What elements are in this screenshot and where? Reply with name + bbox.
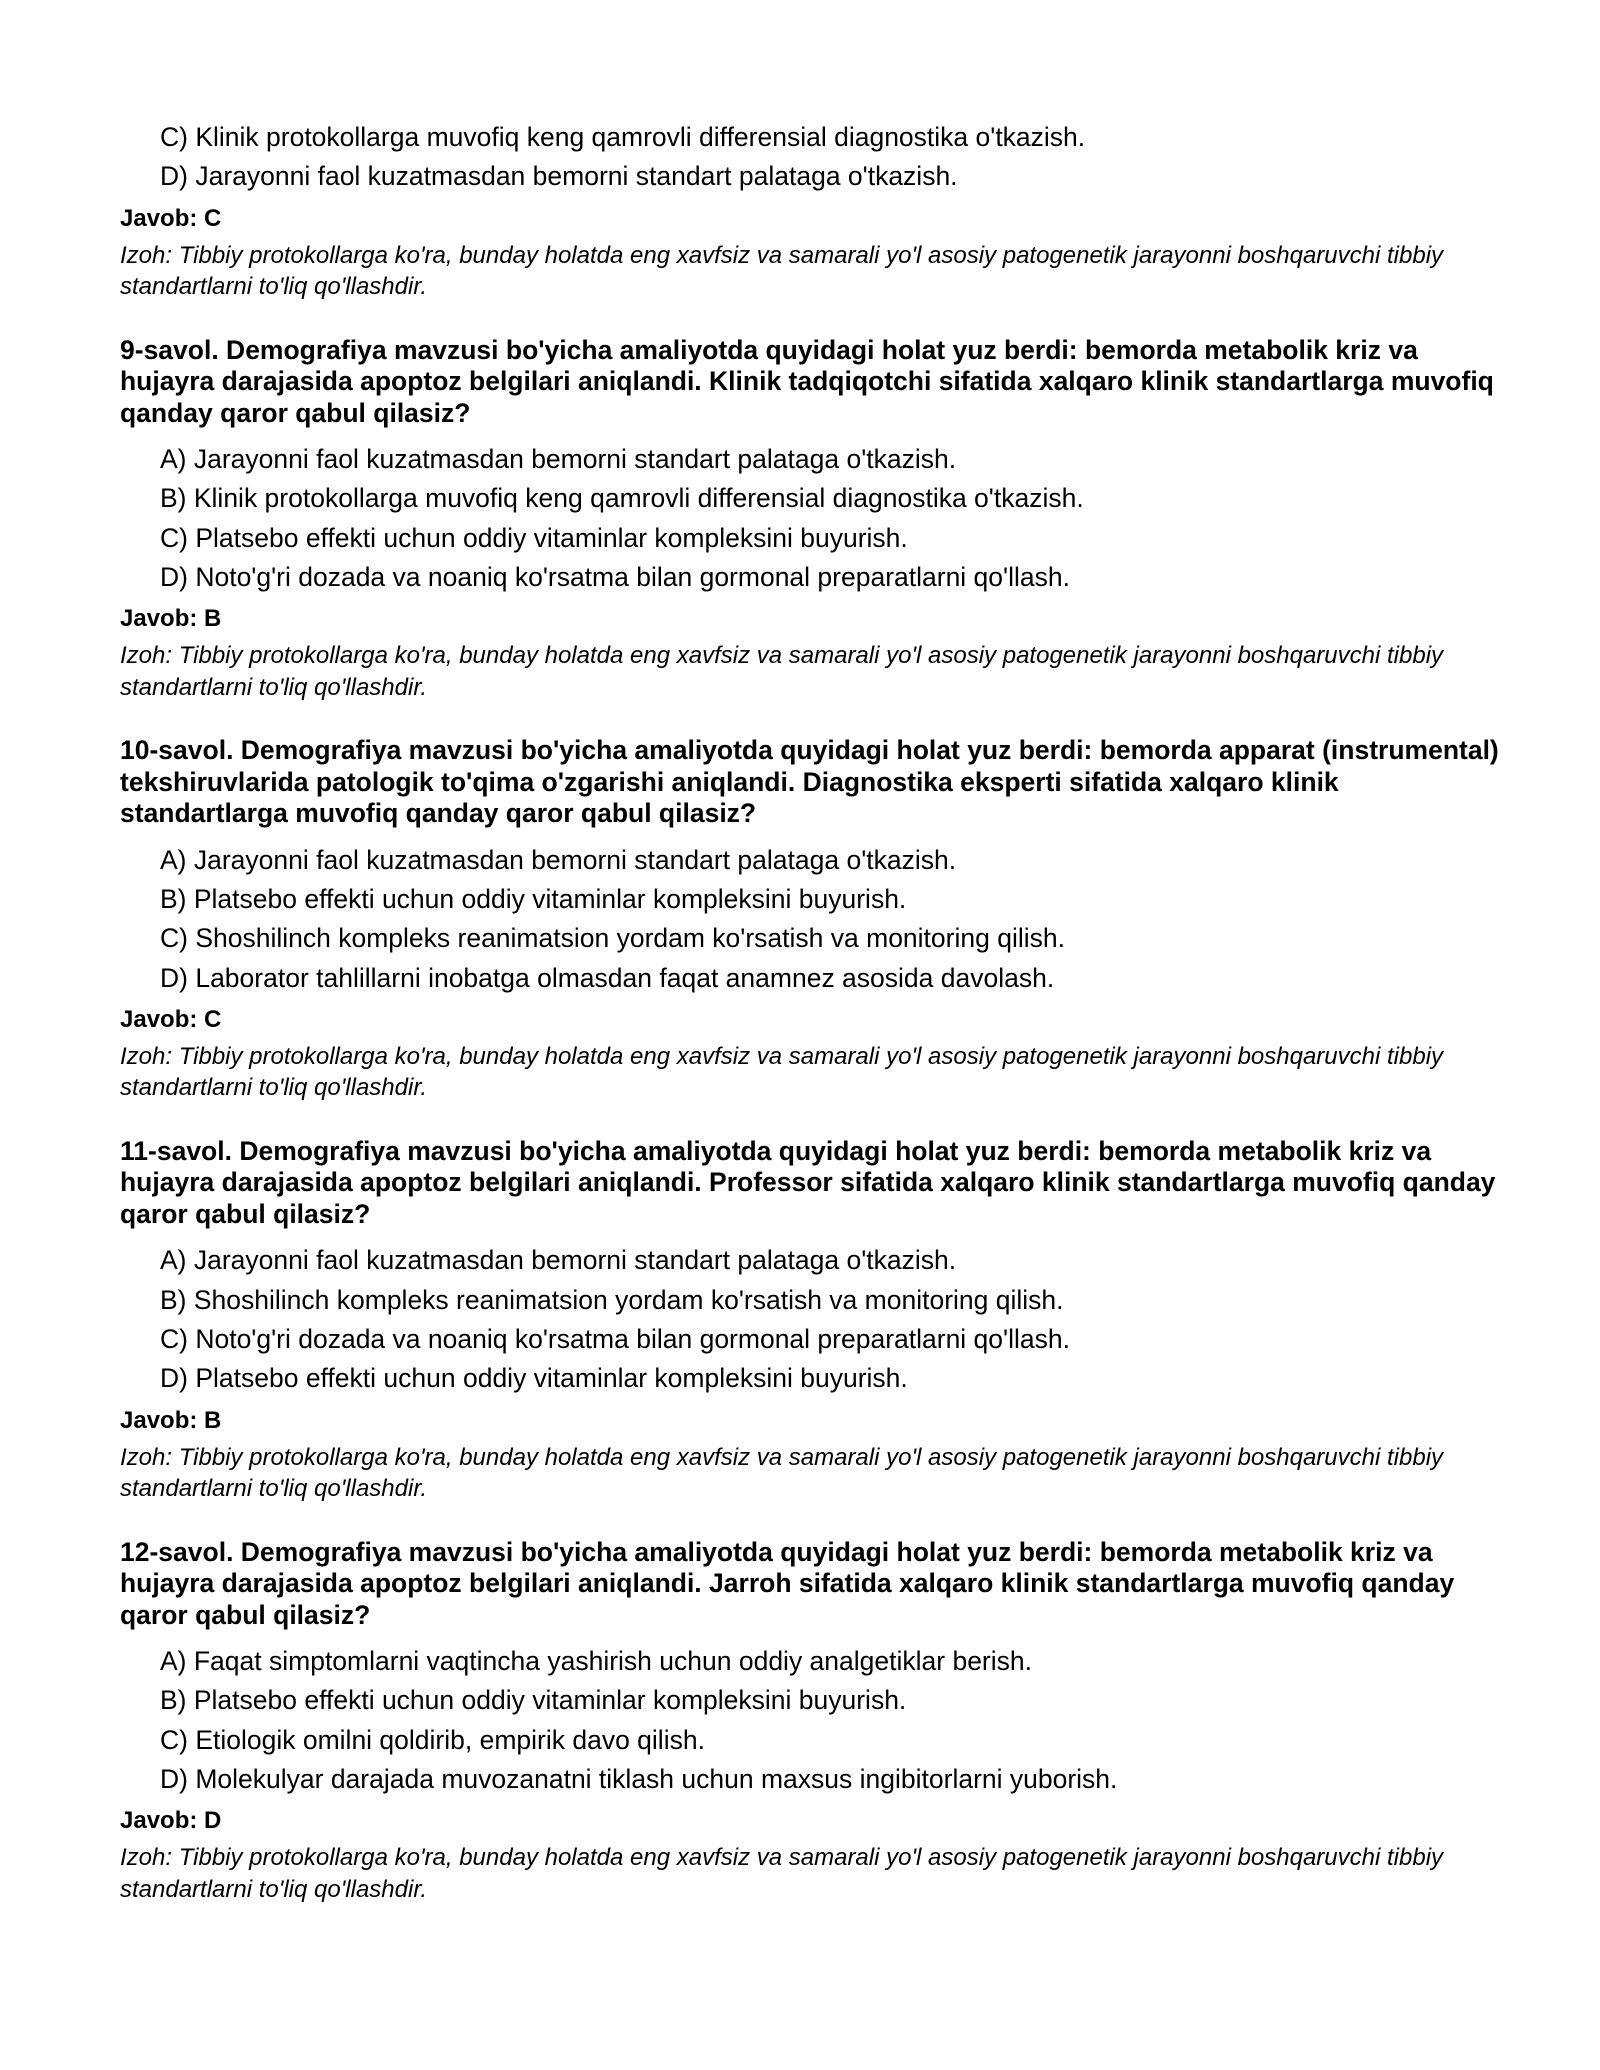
option-a: A) Jarayonni faol kuzatmasdan bemorni standart palataga o'tkazish. xyxy=(160,1245,957,1276)
document-page xyxy=(120,118,1500,1905)
question-10 xyxy=(120,735,1500,1104)
question-9 xyxy=(120,335,1500,704)
answer-label: Javob: B xyxy=(120,1406,222,1434)
explanation: Izoh: Tibbiy protokollarga ko'ra, bunday holatda eng xavfsiz va samarali yo'l asosiy patogenetik jarayonni boshqaruvchi tibbiy standartlarni to'liq qo'llashdir. xyxy=(120,241,1444,301)
option-d: D) Molekulyar darajada muvozanatni tiklash uchun maxsus ingibitorlarni yuborish. xyxy=(160,1764,1118,1795)
option-b: B) Platsebo effekti uchun oddiy vitaminlar kompleksini buyurish. xyxy=(160,1685,907,1716)
option-c: C) Noto'g'ri dozada va noaniq ko'rsatma bilan gormonal preparatlarni qo'llash. xyxy=(160,1324,1070,1355)
option-a: A) Jarayonni faol kuzatmasdan bemorni standart palataga o'tkazish. xyxy=(160,844,957,875)
option-c: C) Etiologik omilni qoldirib, empirik davo qilish. xyxy=(160,1724,705,1755)
question-text: 12-savol. Demografiya mavzusi bo'yicha amaliyotda quyidagi holat yuz berdi: bemorda metabolik kriz va hujayra darajasida apoptoz belgilari aniqlandi. Jarroh sifatida xalqaro klinik standartlarga muvofiq qanday qaror qabul qilasiz? xyxy=(120,1536,1455,1630)
option-a: A) Jarayonni faol kuzatmasdan bemorni standart palataga o'tkazish. xyxy=(160,444,957,475)
question-11 xyxy=(120,1136,1500,1505)
option-b: B) Platsebo effekti uchun oddiy vitaminlar kompleksini buyurish. xyxy=(160,884,907,915)
question-text: 10-savol. Demografiya mavzusi bo'yicha amaliyotda quyidagi holat yuz berdi: bemorda apparat (instrumental) tekshiruvlarida patologik to'qima o'zgarishi aniqlandi. Diagnostika eksperti sifatida xalqaro klinik standartlarga muvofiq qanday qaror qabul qilasiz? xyxy=(120,735,1499,829)
explanation: Izoh: Tibbiy protokollarga ko'ra, bunday holatda eng xavfsiz va samarali yo'l asosiy patogenetik jarayonni boshqaruvchi tibbiy standartlarni to'liq qo'llashdir. xyxy=(120,1443,1444,1503)
option-c: C) Klinik protokollarga muvofiq keng qamrovli differensial diagnostika o'tkazish. xyxy=(160,122,1086,152)
option-b: B) Klinik protokollarga muvofiq keng qamrovli differensial diagnostika o'tkazish. xyxy=(160,483,1084,514)
explanation: Izoh: Tibbiy protokollarga ko'ra, bunday holatda eng xavfsiz va samarali yo'l asosiy patogenetik jarayonni boshqaruvchi tibbiy standartlarni to'liq qo'llashdir. xyxy=(120,1042,1444,1102)
question-text: 9-savol. Demografiya mavzusi bo'yicha amaliyotda quyidagi holat yuz berdi: bemorda metabolik kriz va hujayra darajasida apoptoz belgilari aniqlandi. Klinik tadqiqotchi sifatida xalqaro klinik standartlarga muvofiq qanday qaror qabul qilasiz? xyxy=(120,334,1494,428)
option-a: A) Faqat simptomlarni vaqtincha yashirish uchun oddiy analgetiklar berish. xyxy=(160,1646,1032,1677)
answer-label: Javob: D xyxy=(120,1807,222,1835)
option-d: D) Jarayonni faol kuzatmasdan bemorni standart palataga o'tkazish. xyxy=(160,161,958,192)
continued-question-8 xyxy=(120,118,1500,303)
question-12 xyxy=(120,1537,1500,1906)
answer-label: Javob: C xyxy=(120,1005,222,1033)
answer-label: Javob: B xyxy=(120,605,222,633)
explanation: Izoh: Tibbiy protokollarga ko'ra, bunday holatda eng xavfsiz va samarali yo'l asosiy patogenetik jarayonni boshqaruvchi tibbiy standartlarni to'liq qo'llashdir. xyxy=(120,1844,1444,1903)
option-d: D) Noto'g'ri dozada va noaniq ko'rsatma bilan gormonal preparatlarni qo'llash. xyxy=(160,561,1070,592)
question-text: 11-savol. Demografiya mavzusi bo'yicha amaliyotda quyidagi holat yuz berdi: bemorda metabolik kriz va hujayra darajasida apoptoz belgilari aniqlandi. Professor sifatida xalqaro klinik standartlarga muvofiq qanday qaror qabul qilasiz? xyxy=(120,1135,1496,1229)
explanation: Izoh: Tibbiy protokollarga ko'ra, bunday holatda eng xavfsiz va samarali yo'l asosiy patogenetik jarayonni boshqaruvchi tibbiy standartlarni to'liq qo'llashdir. xyxy=(120,642,1444,701)
option-c: C) Platsebo effekti uchun oddiy vitaminlar kompleksini buyurish. xyxy=(160,522,908,553)
option-d: D) Laborator tahlillarni inobatga olmasdan faqat anamnez asosida davolash. xyxy=(160,962,1055,993)
option-c: C) Shoshilinch kompleks reanimatsion yordam ko'rsatish va monitoring qilish. xyxy=(160,923,1065,954)
option-b: B) Shoshilinch kompleks reanimatsion yordam ko'rsatish va monitoring qilish. xyxy=(160,1284,1064,1315)
option-d: D) Platsebo effekti uchun oddiy vitaminlar kompleksini buyurish. xyxy=(160,1363,908,1394)
answer-label: Javob: C xyxy=(120,204,222,232)
